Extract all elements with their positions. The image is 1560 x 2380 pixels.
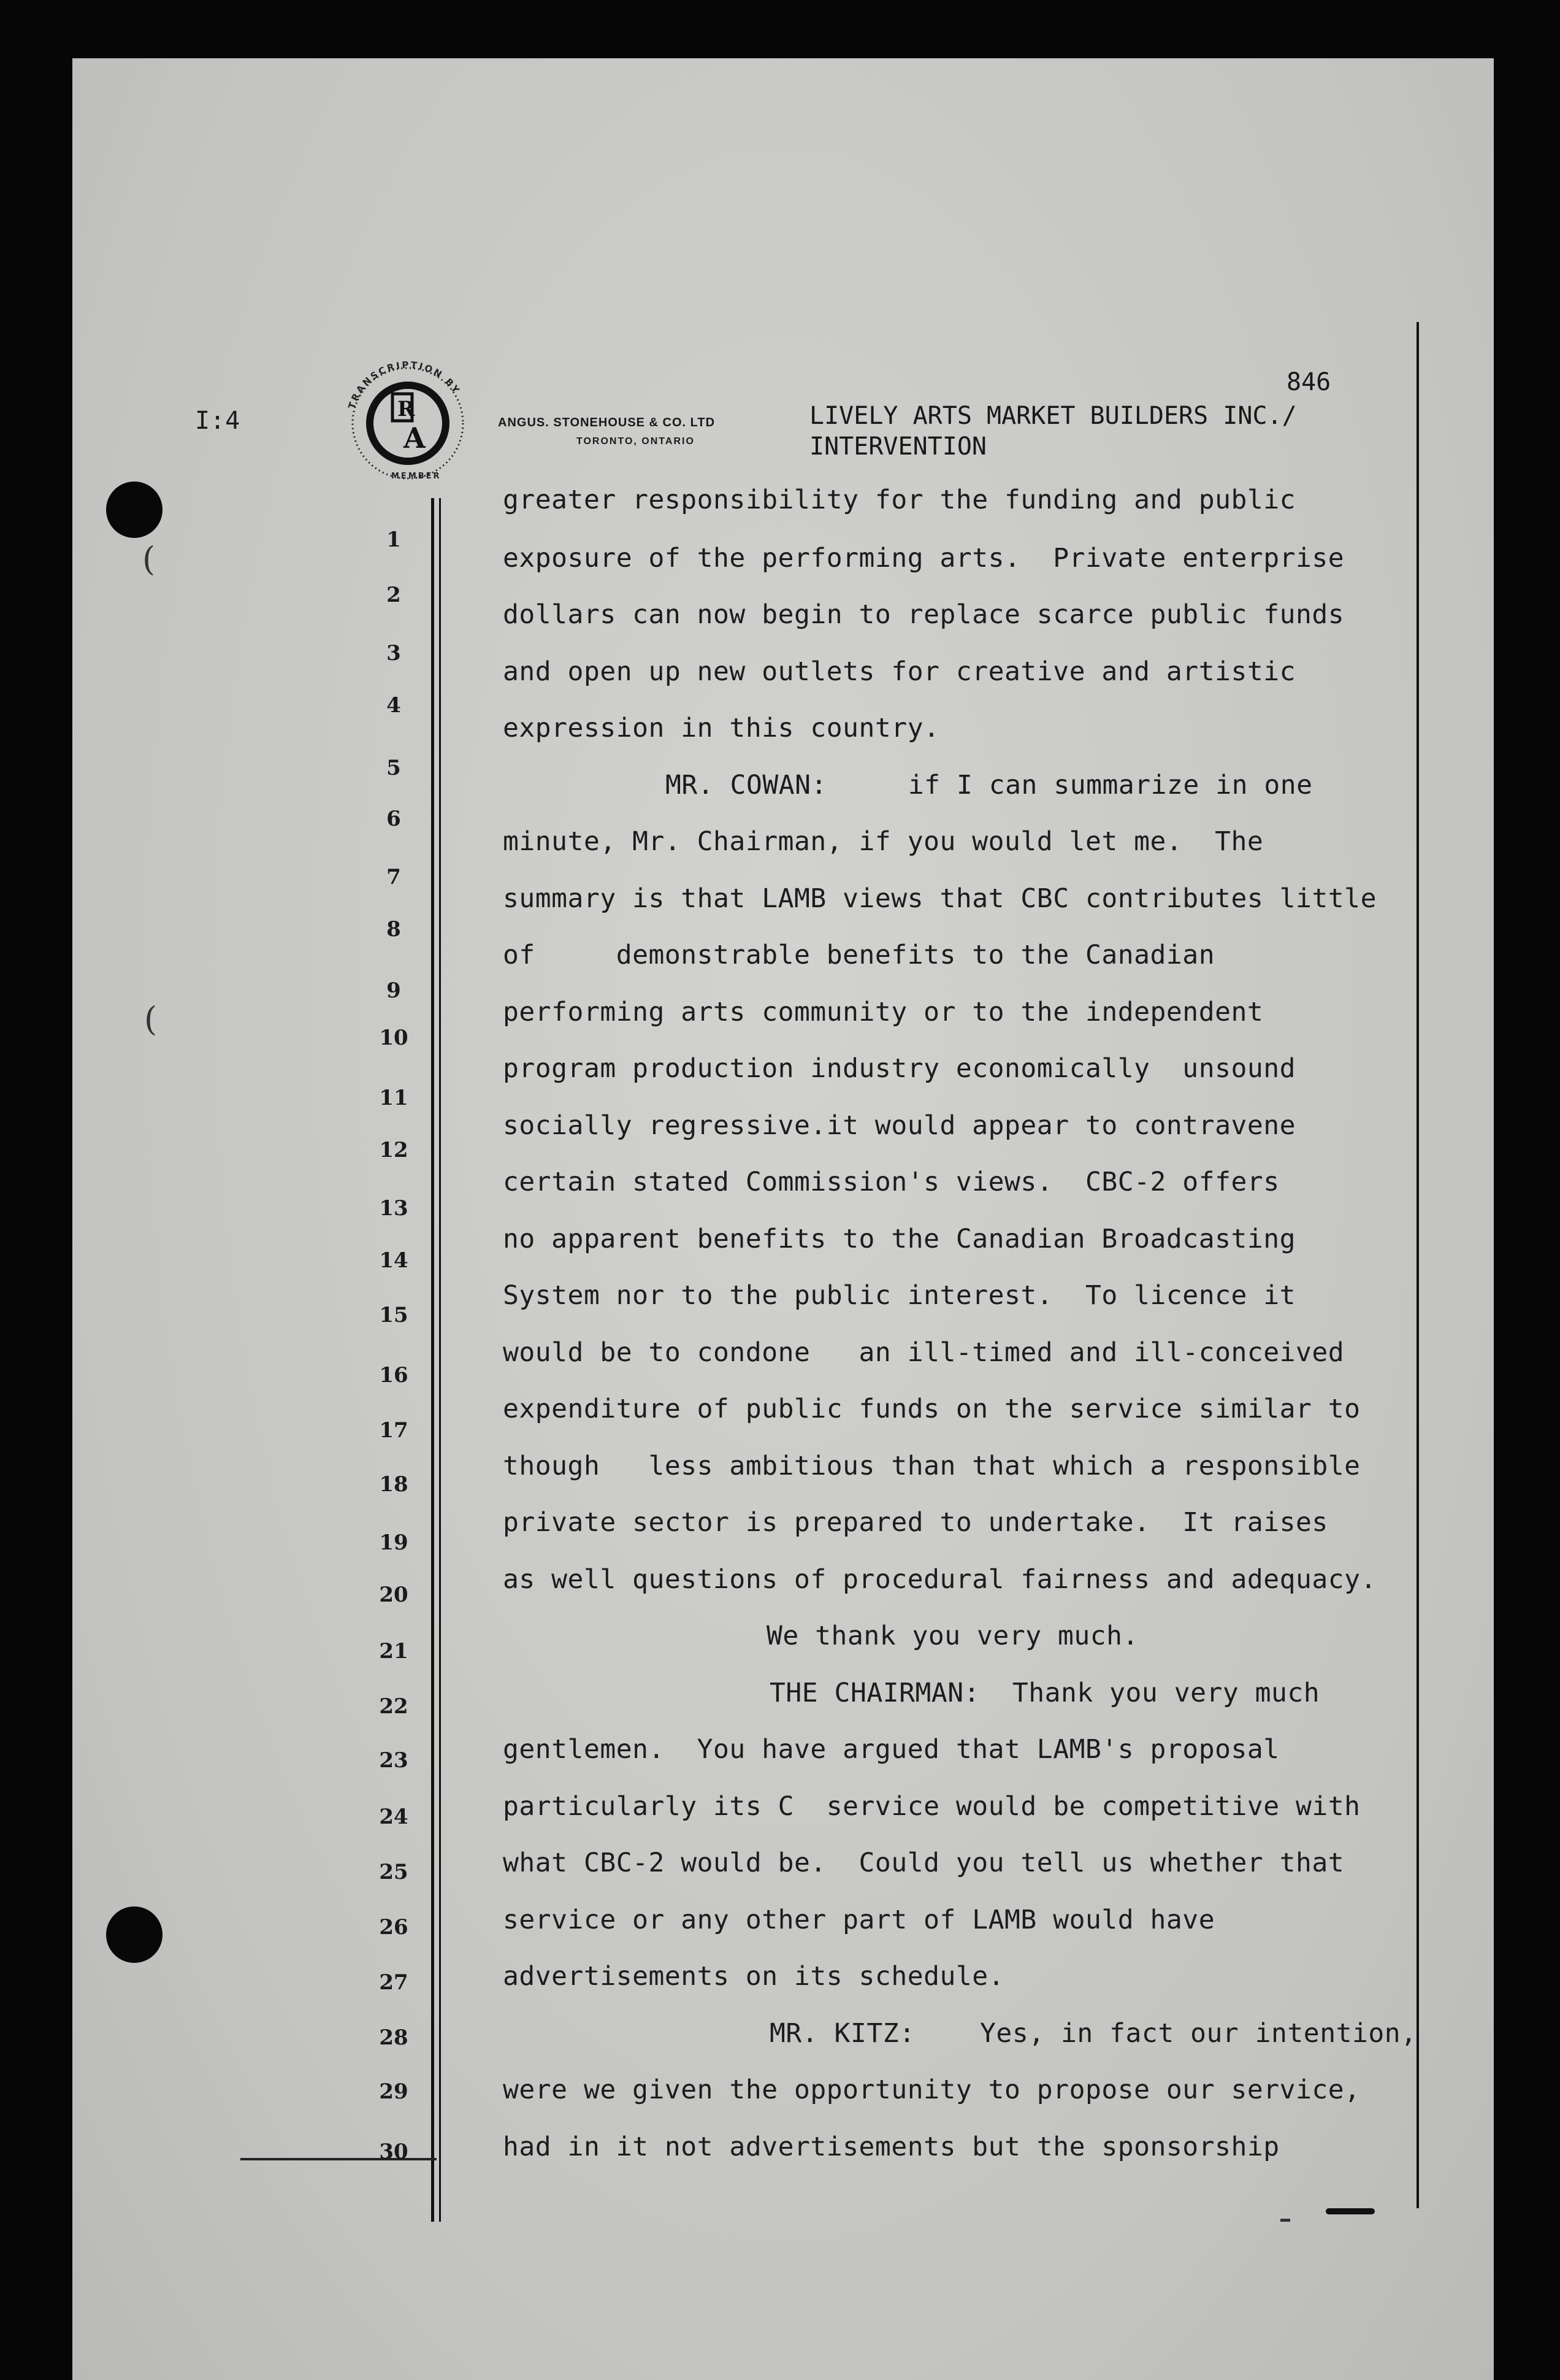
header-title: LIVELY ARTS MARKET BUILDERS INC./ [809, 402, 1297, 430]
line-number: 28 [379, 2025, 408, 2050]
line-number: 13 [379, 1196, 408, 1221]
line-number: 4 [386, 693, 401, 718]
pen-mark [1326, 2208, 1375, 2214]
line-number: 24 [379, 1805, 408, 1829]
transcript-line: System nor to the public interest. To licence it [503, 1280, 1296, 1311]
transcript-line: performing arts community or to the independent [503, 997, 1264, 1027]
line-number: 1 [386, 528, 401, 552]
line-number: 26 [379, 1915, 408, 1940]
transcript-line: what CBC-2 would be. Could you tell us whether that [503, 1848, 1345, 1878]
reporter-name: ANGUS. STONEHOUSE & CO. LTD [498, 416, 716, 429]
line-number: 14 [379, 1248, 408, 1273]
svg-text:A: A [403, 421, 426, 455]
stray-mark: ( [142, 540, 156, 578]
line-number: 30 [379, 2140, 408, 2164]
left-margin-rule-inner [439, 498, 441, 2222]
line-number: 15 [379, 1303, 408, 1327]
transcript-line: were we given the opportunity to propose our service, [503, 2075, 1361, 2105]
line-number: 8 [386, 917, 401, 942]
svg-text:TRANSCRIPTION BY: TRANSCRIPTION BY [346, 359, 463, 410]
right-margin-rule [1417, 322, 1419, 2208]
transcript-line: had in it not advertisements but the sponsorship [503, 2132, 1280, 2162]
line-number: 19 [379, 1530, 408, 1555]
left-margin-rule [431, 498, 434, 2222]
transcript-line: certain stated Commission's views. CBC-2 offers [503, 1167, 1280, 1197]
transcript-line: THE CHAIRMAN: Thank you very much [770, 1678, 1320, 1708]
line-number: 9 [386, 978, 401, 1003]
line-number: 16 [379, 1363, 408, 1388]
transcript-line: though less ambitious than that which a responsible [503, 1451, 1361, 1481]
line-number: 29 [379, 2079, 408, 2104]
transcript-line: MR. KITZ: Yes, in fact our intention, [770, 2018, 1417, 2049]
transcript-line: exposure of the performing arts. Private enterprise [503, 543, 1345, 574]
line-number: 7 [386, 865, 401, 889]
transcript-line: advertisements on its schedule. [503, 1961, 1005, 1992]
transcript-line: no apparent benefits to the Canadian Broadcasting [503, 1224, 1296, 1254]
line-number: 21 [379, 1639, 408, 1664]
transcript-line: socially regressive.it would appear to contravene [503, 1110, 1296, 1141]
transcript-line: MR. COWAN: if I can summarize in one [665, 770, 1313, 800]
transcript-line: minute, Mr. Chairman, if you would let me. The [503, 826, 1264, 857]
line-number: 6 [386, 807, 401, 831]
transcript-line: summary is that LAMB views that CBC contributes little [503, 883, 1377, 914]
line-number: 27 [379, 1970, 408, 1995]
line-number: 3 [386, 641, 401, 666]
transcript-line: program production industry economically unsound [503, 1053, 1296, 1084]
svg-text:R: R [397, 397, 415, 421]
line-number: 11 [379, 1086, 408, 1110]
header-subtitle: INTERVENTION [809, 432, 987, 461]
reporter-seal [337, 356, 478, 485]
line-number: 20 [379, 1583, 408, 1607]
pen-mark [1280, 2219, 1290, 2222]
stray-mark: ( [144, 1000, 158, 1038]
line-number: 10 [379, 1026, 408, 1050]
transcript-line: as well questions of procedural fairness and adequacy. [503, 1564, 1377, 1595]
transcript-line: gentlemen. You have argued that LAMB's proposal [503, 1734, 1280, 1765]
line-number: 2 [386, 583, 401, 607]
line-number: 17 [379, 1418, 408, 1443]
transcript-line: service or any other part of LAMB would have [503, 1905, 1215, 1935]
transcript-line: greater responsibility for the funding and public [503, 485, 1296, 515]
reporter-city: TORONTO, ONTARIO [576, 436, 695, 447]
transcript-line: dollars can now begin to replace scarce public funds [503, 599, 1345, 630]
line-number: 22 [379, 1694, 408, 1719]
punch-hole-top [106, 482, 162, 538]
svg-text:MEMBER: MEMBER [391, 472, 442, 481]
line-number: 5 [386, 756, 401, 780]
transcript-line: of demonstrable benefits to the Canadian [503, 940, 1215, 970]
transcript-line: and open up new outlets for creative and artistic [503, 656, 1296, 687]
transcript-line: private sector is prepared to undertake. It raises [503, 1507, 1328, 1538]
line-number: 23 [379, 1748, 408, 1773]
transcript-line: particularly its C service would be competitive with [503, 1791, 1361, 1822]
transcript-line: would be to condone an ill-timed and ill-conceived [503, 1337, 1345, 1368]
section-label: I:4 [195, 407, 240, 435]
transcript-line: We thank you very much. [767, 1621, 1139, 1651]
transcript-line: expression in this country. [503, 713, 940, 743]
page-number: 846 [1287, 368, 1331, 396]
punch-hole-bottom [106, 1906, 162, 1963]
transcript-line: expenditure of public funds on the service similar to [503, 1394, 1361, 1424]
line-number: 25 [379, 1860, 408, 1884]
line-number: 12 [379, 1138, 408, 1162]
line-number: 18 [379, 1472, 408, 1497]
